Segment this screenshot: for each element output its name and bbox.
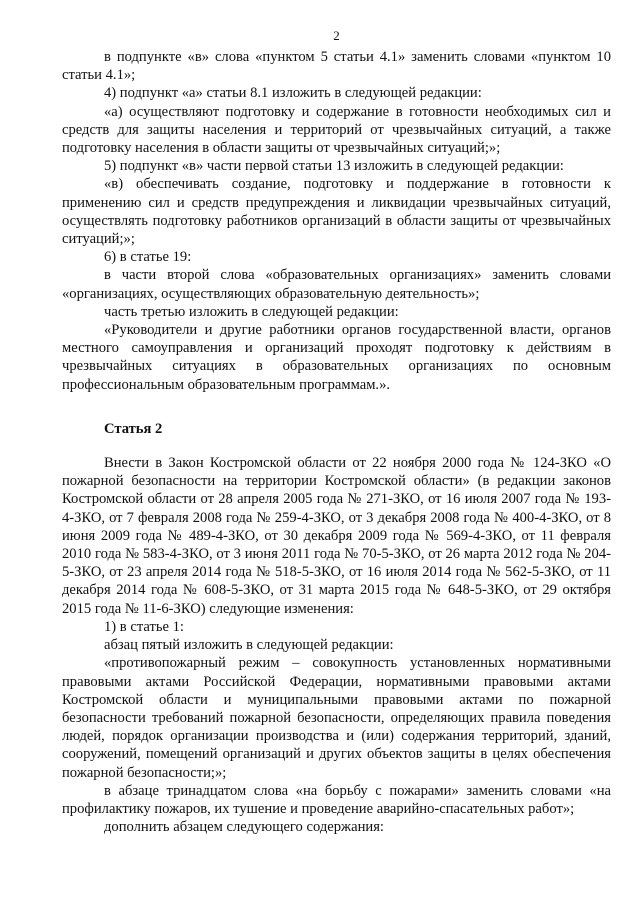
paragraph: в части второй слова «образовательных организациях» заменить словами «организациях, осуществляющих образовательную деятельность»; xyxy=(62,267,611,302)
paragraph: «в) обеспечивать создание, подготовку и поддержание в готовности к применению сил и средств предупреждения и ликвидации чрезвычайных ситуаций, осуществлять подготовку работников организаций в области защиты от чрезвычайных ситуаций;»; xyxy=(62,176,611,248)
paragraph: «противопожарный режим – совокупность установленных нормативными правовыми актами Российской Федерации, нормативными правовыми актами Костромской области и муниципальными правовыми актами по пожарной безопасности требований пожарной безопасности, определяющих правила поведения людей, порядок организации производства и (или) содержания территорий, зданий, сооружений, помещений организаций и других объектов защиты в целях обеспечения пожарной безопасности;»; xyxy=(62,655,611,781)
paragraph: «а) осуществляют подготовку и содержание в готовности необходимых сил и средств для защиты населения и территорий от чрезвычайных ситуаций, а также подготовку населения в области защиты от чрезвычайных ситуаций;»; xyxy=(62,103,611,157)
paragraph: Внести в Закон Костромской области от 22 ноября 2000 года № 124-ЗКО «О пожарной безопасности на территории Костромской области» (в редакции законов Костромской области от 28 апреля 2005 года № 271-ЗКО, от 16 июля 2007 года № 193-4-ЗКО, от 7 февраля 2008 года № 259-4-ЗКО, от 3 декабря 2008 года № 400-4-ЗКО, от 8 июня 2009 года № 489-4-ЗКО, от 30 декабря 2009 года № 569-4-ЗКО, от 11 февраля 2010 года № 583-4-ЗКО, от 3 июня 2011 года № 70-5-ЗКО, от 26 марта 2012 года № 204-5-ЗКО, от 23 апреля 2014 года № 518-5-ЗКО, от 16 июля 2014 года № 562-5-ЗКО, от 11 декабря 2014 года № 608-5-ЗКО, от 31 марта 2015 года № 648-5-ЗКО, от 29 октября 2015 года № 11-6-ЗКО) следующие изменения: xyxy=(62,455,611,617)
page-number: 2 xyxy=(333,28,340,43)
paragraph: в подпункте «в» слова «пунктом 5 статьи 4.1» заменить словами «пунктом 10 статьи 4.1»; xyxy=(62,49,611,84)
document-page xyxy=(62,28,611,836)
paragraph: в абзаце тринадцатом слова «на борьбу с пожарами» заменить словами «на профилактику пожаров, их тушение и проведение аварийно-спасательных работ»; xyxy=(62,782,611,817)
paragraph: 6) в статье 19: xyxy=(104,249,192,266)
paragraph: абзац пятый изложить в следующей редакции: xyxy=(104,637,394,654)
paragraph: 5) подпункт «в» части первой статьи 13 изложить в следующей редакции: xyxy=(104,158,564,175)
paragraph: «Руководители и другие работники органов государственной власти, органов местного самоуправления и организаций проходят подготовку к действиям в чрезвычайных ситуациях в образовательных организациях по основным профессиональным образовательным программам.». xyxy=(62,322,611,393)
paragraph: 4) подпункт «а» статьи 8.1 изложить в следующей редакции: xyxy=(104,85,482,102)
paragraph: 1) в статье 1: xyxy=(104,618,184,635)
paragraph: дополнить абзацем следующего содержания: xyxy=(104,819,384,836)
paragraph: часть третью изложить в следующей редакции: xyxy=(104,303,399,320)
article-heading: Статья 2 xyxy=(104,420,163,437)
